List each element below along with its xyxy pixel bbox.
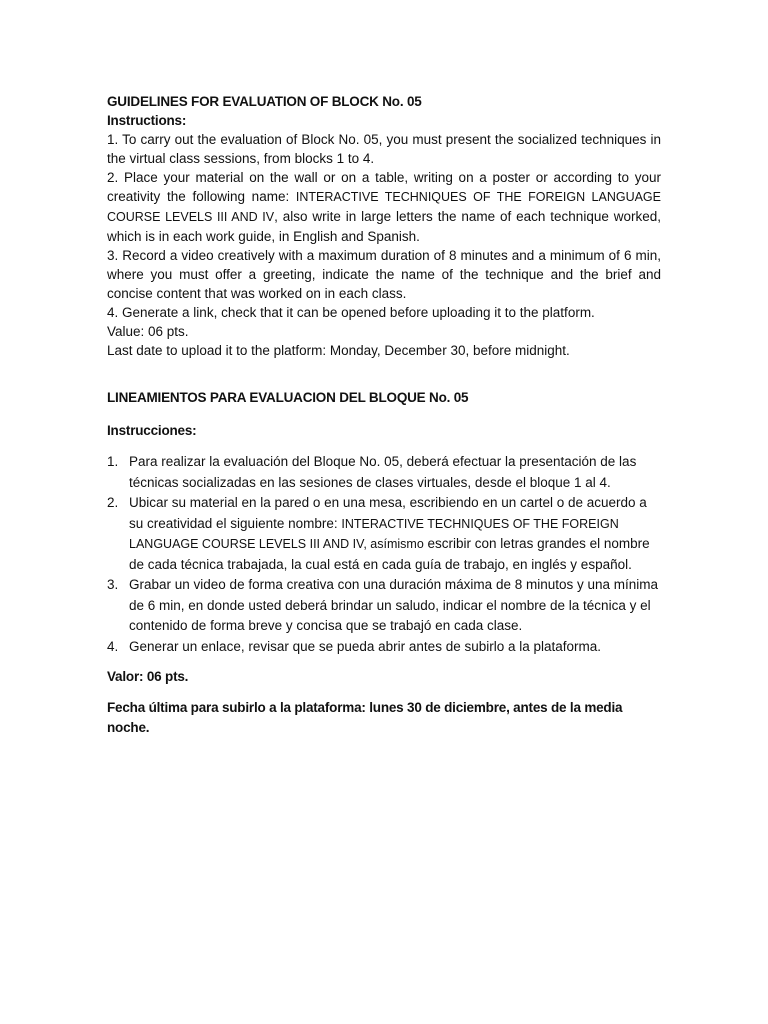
spanish-instruction-2-body: Ubicar su material en la pared o en una mesa, escribiendo en un cartel o de acuerdo a su creatividad el siguiente nombre: — [129, 495, 647, 531]
english-instruction-1 — [107, 130, 661, 168]
english-instructions-heading: Instructions: — [107, 113, 187, 128]
spanish-instruction-1-body: Para realizar la evaluación del Bloque No. 05, deberá efectuar la presentación de las técnicas socializadas en las sesiones de clases virtuales, desde el bloque 1 al 4. — [129, 454, 637, 490]
spanish-instruction-2-text — [129, 493, 661, 575]
english-instruction-4-text: 4. Generate a link, check that it can be opened before uploading it to the platform. — [107, 305, 595, 320]
spanish-instruction-1 — [107, 452, 661, 493]
english-instruction-2-text: 2. Place your material on the wall or on a table, writing on a poster or according to your creativity the following name: — [107, 170, 661, 204]
english-instruction-3 — [107, 246, 661, 303]
spanish-instruction-3 — [107, 575, 661, 637]
spanish-section — [107, 388, 661, 739]
english-instruction-1-text: 1. To carry out the evaluation of Block No. 05, you must present the socialized techniques in the virtual class sessions, from blocks 1 to 4. — [107, 132, 661, 166]
spanish-instruction-3-text — [129, 575, 661, 637]
list-number: 4. — [107, 638, 119, 654]
spanish-instruction-2 — [107, 493, 661, 575]
list-number: 3. — [107, 577, 119, 592]
spanish-instruction-4-text — [129, 637, 661, 658]
spanish-title: LINEAMIENTOS PARA EVALUACION DEL BLOQUE No. 05 — [107, 390, 469, 405]
english-title: GUIDELINES FOR EVALUATION OF BLOCK No. 05 — [107, 94, 422, 109]
english-deadline: Last date to upload it to the platform: Monday, December 30, before midnight. — [107, 343, 570, 358]
spanish-instruction-list — [107, 452, 661, 657]
spanish-deadline: Fecha última para subirlo a la plataforma: lunes 30 de diciembre, antes de la media noche. — [107, 699, 623, 735]
english-instruction-2-text-after: , also write in large letters the name of each technique worked, which is in each work guide, in English and Spanish. — [107, 209, 661, 244]
spanish-instruction-2-body-after: escribir con letras grandes el nombre de cada técnica trabajada, la cual está en cada guía de trabajo, en inglés y español. — [129, 536, 650, 572]
english-value: Value: 06 pts. — [107, 324, 189, 339]
english-section — [107, 92, 661, 360]
spanish-value: Valor: 06 pts. — [107, 669, 189, 684]
english-instruction-3-text: 3. Record a video creatively with a maximum duration of 8 minutes and a minimum of 6 min, where you must offer a greeting, indicate the name of the technique and the brief and concise content that was worked on in each class. — [107, 248, 661, 301]
list-number: 1. — [107, 454, 119, 469]
spanish-instruction-4 — [107, 637, 661, 658]
spanish-instruction-3-body: Grabar un video de forma creativa con una duración máxima de 8 minutos y una mínima de 6 min, en donde usted deberá brindar un saludo, indicar el nombre de la técnica y el contenido de forma breve y concisa que se trabajó en cada clase. — [129, 577, 659, 633]
spanish-instruction-1-text — [129, 452, 661, 493]
spanish-instruction-2-caps: INTERACTIVE TECHNIQUES OF THE FOREIGN LANGUAGE COURSE LEVELS III AND IV, asímismo — [129, 516, 619, 551]
spanish-instructions-heading: Instrucciones: — [107, 422, 197, 438]
spanish-instruction-4-body: Generar un enlace, revisar que se pueda abrir antes de subirlo a la plataforma. — [129, 638, 602, 654]
english-instruction-2-caps: INTERACTIVE TECHNIQUES OF THE FOREIGN LANGUAGE COURSE LEVELS III AND IV — [107, 190, 661, 224]
document-page — [107, 92, 661, 739]
list-number: 2. — [107, 495, 119, 510]
english-instruction-2 — [107, 168, 661, 246]
english-instruction-4 — [107, 303, 661, 322]
